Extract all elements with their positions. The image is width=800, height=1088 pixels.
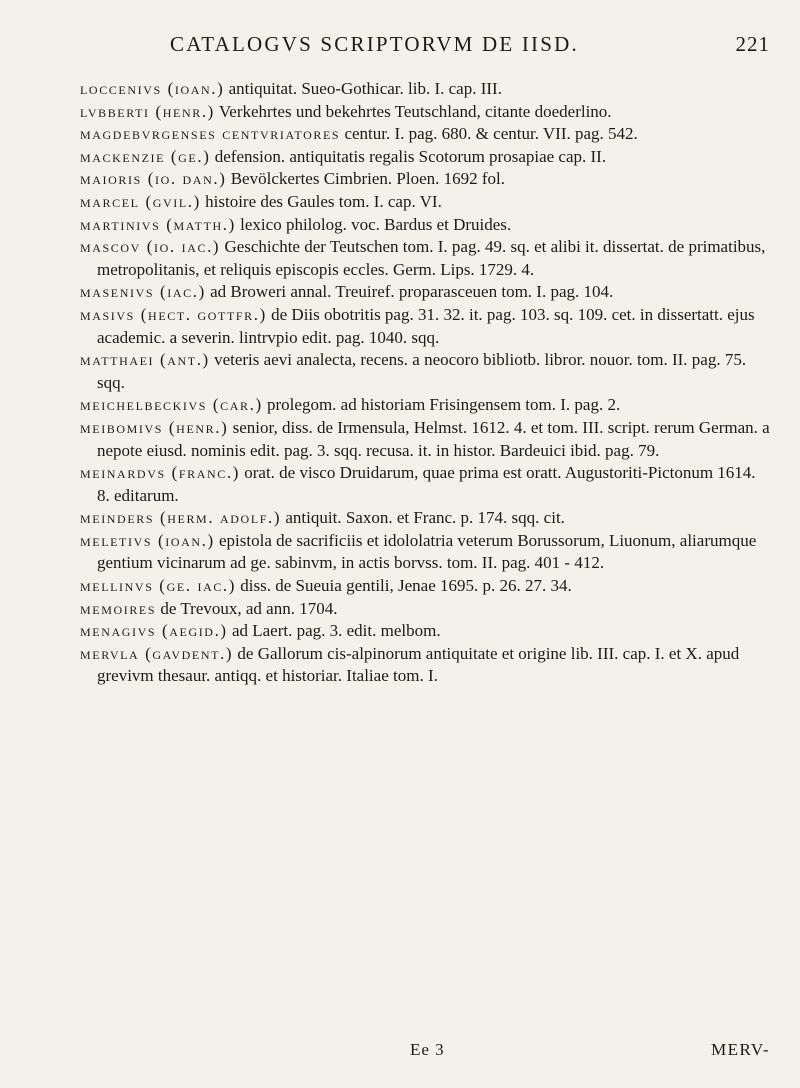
entry-author: mervla (gavdent.) [80, 643, 234, 663]
entry-author: masivs (hect. gottfr.) [80, 304, 267, 324]
entry-text: diss. de Sueuia gentili, Jenae 1695. p. 26. 27. 34. [236, 576, 572, 596]
entry-author: mellinvs (ge. iac.) [80, 576, 237, 596]
catalog-entry [80, 530, 770, 575]
catalog-entry [80, 575, 770, 598]
catalog-entry [80, 78, 770, 101]
catalog-entry [80, 417, 770, 462]
entry-text: histoire des Gaules tom. I. cap. VI. [200, 191, 442, 211]
entry-author: masenivs (iac.) [80, 282, 206, 302]
entry-text: senior, diss. de Irmensula, Helmst. 1612. 4. et tom. III. script. rerum German. a nepote eiusd. nominis edit. pag. 3. sqq. recusa. it. in histor. Bardeuici ibid. pag. 79. [97, 417, 770, 460]
catalog-entry [80, 394, 770, 417]
catalog-entry [80, 101, 770, 124]
catalog-entry [80, 236, 770, 281]
entry-text: antiquit. Saxon. et Franc. p. 174. sqq. cit. [281, 508, 565, 528]
catalog-entry [80, 146, 770, 169]
catalog-entry [80, 620, 770, 643]
entry-text: veteris aevi analecta, recens. a neocoro bibliotb. libror. nouor. tom. II. pag. 75. sqq. [97, 350, 747, 392]
entry-author: magdebvrgenses centvriatores [80, 124, 341, 144]
entry-text: de Diis obotritis pag. 31. 32. it. pag. 103. sq. 109. cet. in dissertatt. ejus academic. a severin. lintrvpio edit. pag. 1040. sqq. [97, 304, 755, 347]
page-number: 221 [735, 32, 770, 56]
entry-author: menagivs (aegid.) [80, 621, 228, 641]
catalog-entry [80, 168, 770, 191]
entry-author: mackenzie (ge.) [80, 146, 211, 166]
entry-author: meinders (herm. adolf.) [80, 508, 282, 528]
catalog-entry [80, 281, 770, 304]
entry-author: meletivs (ioan.) [80, 530, 215, 550]
entry-author: maioris (io. dan.) [80, 169, 227, 189]
entry-author: marcel (gvil.) [80, 191, 201, 211]
running-title: CATALOGVS SCRIPTORVM DE IISD. [170, 32, 579, 56]
entry-text: orat. de visco Druidarum, quae prima est oratt. Augustoriti-Pictonum 1614. 8. editarum. [97, 463, 756, 505]
entry-author: mascov (io. iac.) [80, 237, 221, 257]
entry-author: martinivs (matth.) [80, 214, 236, 234]
entry-text: de Trevoux, ad ann. 1704. [156, 598, 338, 618]
entry-text: Bevölckertes Cimbrien. Ploen. 1692 fol. [226, 169, 506, 189]
entry-text: Geschichte der Teutschen tom. I. pag. 49. sq. et alibi it. dissertat. de primatibus, metropolitanis, et reliquis episcopis eccles. Germ. Lips. 1729. 4. [97, 237, 766, 279]
catalog-entry [80, 598, 770, 621]
entry-text: ad Broweri annal. Treuiref. proparasceuen tom. I. pag. 104. [205, 282, 614, 302]
entry-author: meibomivs (henr.) [80, 417, 229, 437]
catalog-entry [80, 462, 770, 507]
catalog-entry [80, 507, 770, 530]
entry-text: antiquitat. Sueo-Gothicar. lib. I. cap. III. [224, 79, 502, 98]
entry-text: prolegom. ad historiam Frisingensem tom. I. pag. 2. [262, 395, 621, 415]
entry-text: centur. I. pag. 680. & centur. VII. pag. 542. [340, 124, 638, 144]
entry-author: meichelbeckivs (car.) [80, 395, 263, 415]
entry-text: defension. antiquitatis regalis Scotorum prosapiae cap. II. [210, 146, 607, 166]
page-header [170, 32, 770, 66]
entry-text: epistola de sacrificiis et idololatria veterum Borussorum, Liuonum, aliarumque gentium vicinarum ad ge. sabinvm, in actis borvss. tom. II. pag. 401 - 412. [97, 530, 757, 573]
catalog-entry [80, 191, 770, 214]
entry-text: ad Laert. pag. 3. edit. melbom. [227, 621, 441, 641]
signature-mark: Ee 3 [410, 1040, 445, 1059]
page-footer [80, 1040, 770, 1066]
entry-author: memoires [80, 598, 157, 618]
catalog-entry [80, 349, 770, 394]
catchword: MERV- [711, 1040, 770, 1059]
catalog-entry [80, 643, 770, 688]
entry-author: matthaei (ant.) [80, 350, 210, 370]
entry-author: loccenivs (ioan.) [80, 79, 225, 98]
entry-text: lexico philolog. voc. Bardus et Druides. [235, 214, 512, 234]
catalog-entries [80, 78, 770, 688]
entry-author: lvbberti (henr.) [80, 101, 215, 121]
catalog-entry [80, 123, 770, 146]
entry-author: meinardvs (franc.) [80, 463, 240, 483]
entry-text: de Gallorum cis-alpinorum antiquitate et origine lib. III. cap. I. et X. apud grevivm thesaur. antiqq. et historiar. Italiae tom. I. [97, 643, 740, 686]
catalog-entry [80, 304, 770, 349]
catalog-entry [80, 214, 770, 237]
entry-text: Verkehrtes und bekehrtes Teutschland, citante doederlino. [214, 101, 612, 121]
